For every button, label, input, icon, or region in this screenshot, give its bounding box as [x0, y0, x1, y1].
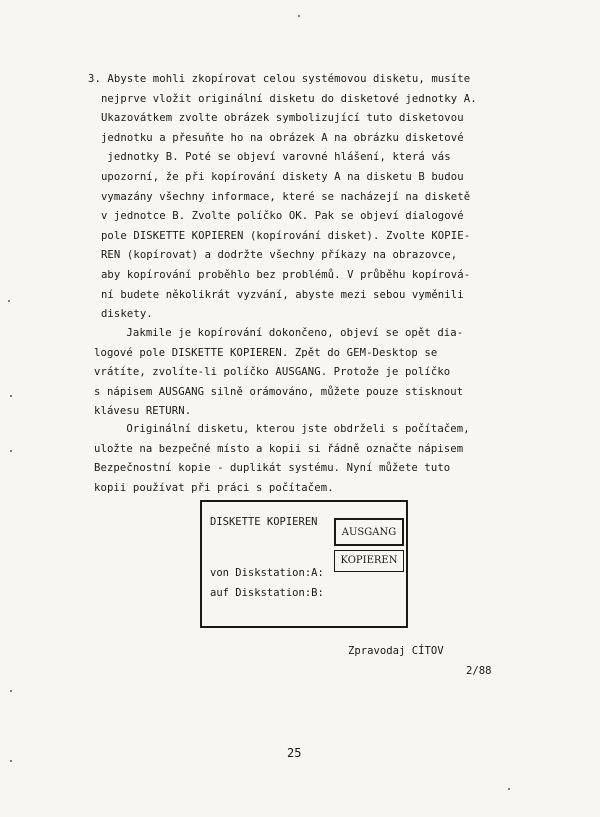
- text-line: Bezpečnostní kopie - duplikát systému. Nyní můžete tuto: [94, 462, 451, 475]
- scan-speck: [8, 300, 10, 302]
- text-line: nejprve vložit originální disketu do disketové jednotky A.: [88, 92, 477, 105]
- text-line: aby kopírování proběhlo bez problémů. V průběhu kopírová-: [88, 268, 471, 281]
- scan-speck: [10, 395, 12, 397]
- text-line: vymazány všechny informace, které se nacházejí na disketě: [88, 190, 471, 203]
- source-drive-label: von Diskstation:A:: [210, 567, 324, 579]
- text-line: ní budete několikrát vyzvání, abyste mezi sebou vyměnili: [88, 288, 464, 301]
- scan-speck: [10, 760, 12, 762]
- text-line: Jakmile je kopírování dokončeno, objeví se opět dia-: [94, 327, 464, 339]
- text-line: klávesu RETURN.: [94, 405, 192, 418]
- paragraph-copy-finished: [94, 324, 534, 422]
- scan-speck: [298, 15, 300, 17]
- ausgang-button[interactable]: AUSGANG: [334, 518, 404, 546]
- text-line: vrátíte, zvolíte-li políčko AUSGANG. Protože je políčko: [94, 366, 451, 379]
- text-line: jednotky B. Poté se objeví varovné hlášení, která vás: [88, 151, 451, 164]
- text-line: 3. Abyste mohli zkopírovat celou systémovou disketu, musíte: [88, 73, 471, 85]
- dialog-title: DISKETTE KOPIEREN: [210, 516, 318, 528]
- text-line: REN (kopírovat) a dodržte všechny příkazy na obrazovce,: [88, 249, 458, 262]
- page-number: 25: [287, 746, 302, 760]
- diskette-kopieren-dialog: [200, 500, 408, 628]
- issue-number: 2/88: [466, 665, 492, 677]
- text-line: pole DISKETTE KOPIEREN (kopírování disket). Zvolte KOPIE-: [88, 229, 471, 242]
- scan-speck: [508, 788, 510, 790]
- paragraph-backup-copy: [94, 420, 534, 498]
- text-line: upozorní, že při kopírování diskety A na disketu B budou: [88, 170, 464, 183]
- text-line: jednotku a přesuňte ho na obrázek A na obrázku disketové: [88, 131, 464, 144]
- signature: Zpravodaj CÍTOV: [348, 645, 444, 657]
- kopieren-button[interactable]: KOPIEREN: [334, 550, 404, 572]
- text-line: Ukazovátkem zvolte obrázek symbolizující tuto disketovou: [88, 112, 464, 125]
- scan-speck: [10, 450, 12, 452]
- scan-speck: [10, 690, 12, 692]
- text-line: logové pole DISKETTE KOPIEREN. Zpět do GEM-Desktop se: [94, 346, 438, 359]
- text-line: kopii používat při práci s počítačem.: [94, 481, 334, 494]
- text-line: v jednotce B. Zvolte políčko OK. Pak se objeví dialogové: [88, 210, 464, 223]
- text-line: Originální disketu, kterou jste obdrželi s počítačem,: [94, 423, 470, 435]
- target-drive-label: auf Diskstation:B:: [210, 587, 324, 599]
- text-line: uložte na bezpečné místo a kopii si řádně označte nápisem: [94, 442, 464, 455]
- text-line: diskety.: [88, 308, 153, 321]
- text-line: s nápisem AUSGANG silně orámováno, můžete pouze stisknout: [94, 385, 464, 398]
- paragraph-step-3: [88, 70, 528, 325]
